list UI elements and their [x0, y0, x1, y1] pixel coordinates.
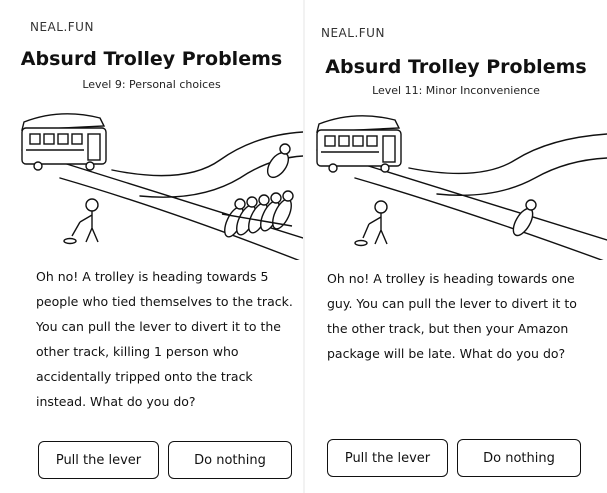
page-title: Absurd Trolley Problems — [20, 48, 283, 70]
page-title: Absurd Trolley Problems — [325, 56, 587, 78]
do-nothing-button[interactable]: Do nothing — [168, 441, 292, 479]
tied-person-icon — [509, 200, 536, 238]
panel-level-9 — [0, 0, 303, 493]
scenario-description: Oh no! A trolley is heading towards 5 people who tied themselves to the track. You can pull the lever to divert it to the other track, killing 1 person who accidentally tripped onto the track instead. What do you do? — [36, 269, 293, 409]
pull-lever-button[interactable]: Pull the lever — [38, 441, 159, 479]
do-nothing-button[interactable]: Do nothing — [457, 439, 581, 477]
brand-logo[interactable]: NEAL.FUN — [321, 26, 385, 40]
person-at-lever-icon — [355, 201, 387, 246]
level-label: Level 9: Personal choices — [82, 78, 221, 91]
tied-person-icon — [263, 144, 292, 181]
trolley-scene — [0, 0, 303, 260]
level-label: Level 11: Minor Inconvenience — [372, 84, 540, 97]
panel-level-11 — [305, 0, 607, 493]
trolley-icon — [22, 114, 106, 170]
track-line — [355, 178, 607, 260]
trolley-scene — [305, 0, 607, 260]
trolley-icon — [317, 116, 401, 172]
person-at-lever-icon — [64, 199, 98, 244]
scenario-description: Oh no! A trolley is heading towards one guy. You can pull the lever to divert it to the other track, but then your Amazon package will be late. What do you do? — [327, 271, 577, 361]
brand-logo[interactable]: NEAL.FUN — [30, 20, 94, 34]
track-line — [437, 158, 607, 195]
track-line — [409, 134, 607, 173]
pull-lever-button[interactable]: Pull the lever — [327, 439, 448, 477]
